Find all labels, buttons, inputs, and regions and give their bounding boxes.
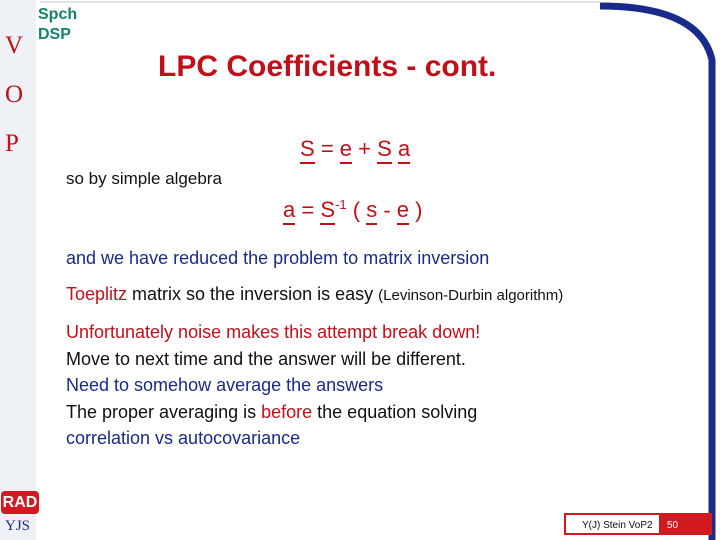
sidebar-letter-v: V (5, 32, 24, 59)
sidebar-letter-o: O (5, 81, 24, 108)
text-toeplitz: Toeplitz matrix so the inversion is easy (Levinson-Durbin algorithm) (66, 284, 564, 304)
text-reduced-problem: and we have reduced the problem to matrix inversion (66, 248, 490, 268)
notes-list (66, 319, 480, 452)
footer-label: Y(J) Stein VoP2 (582, 520, 653, 531)
slide-title: LPC Coefficients - cont. (158, 50, 497, 83)
course-label: Spch DSP (38, 6, 78, 43)
text-proper-averaging: The proper averaging is before the equation solving (66, 401, 478, 422)
sidebar-letter-p: P (5, 130, 19, 157)
equation-linear-system: S = e + S a (300, 136, 410, 164)
author-initials: YJS (5, 518, 31, 534)
text-move-next: Move to next time and the answer will be different. (66, 348, 466, 369)
page-number: 50 (667, 520, 679, 531)
text-correlation: correlation vs autocovariance (66, 428, 301, 448)
text-need-average: Need to somehow average the answers (66, 375, 384, 395)
text-simple-algebra: so by simple algebra (66, 169, 222, 188)
equation-solution: $a = S^{-1}$ ( s - e ) (283, 197, 422, 225)
rad-logo: RAD (1, 491, 39, 514)
text-noise: Unfortunately noise makes this attempt break down! (66, 322, 481, 342)
